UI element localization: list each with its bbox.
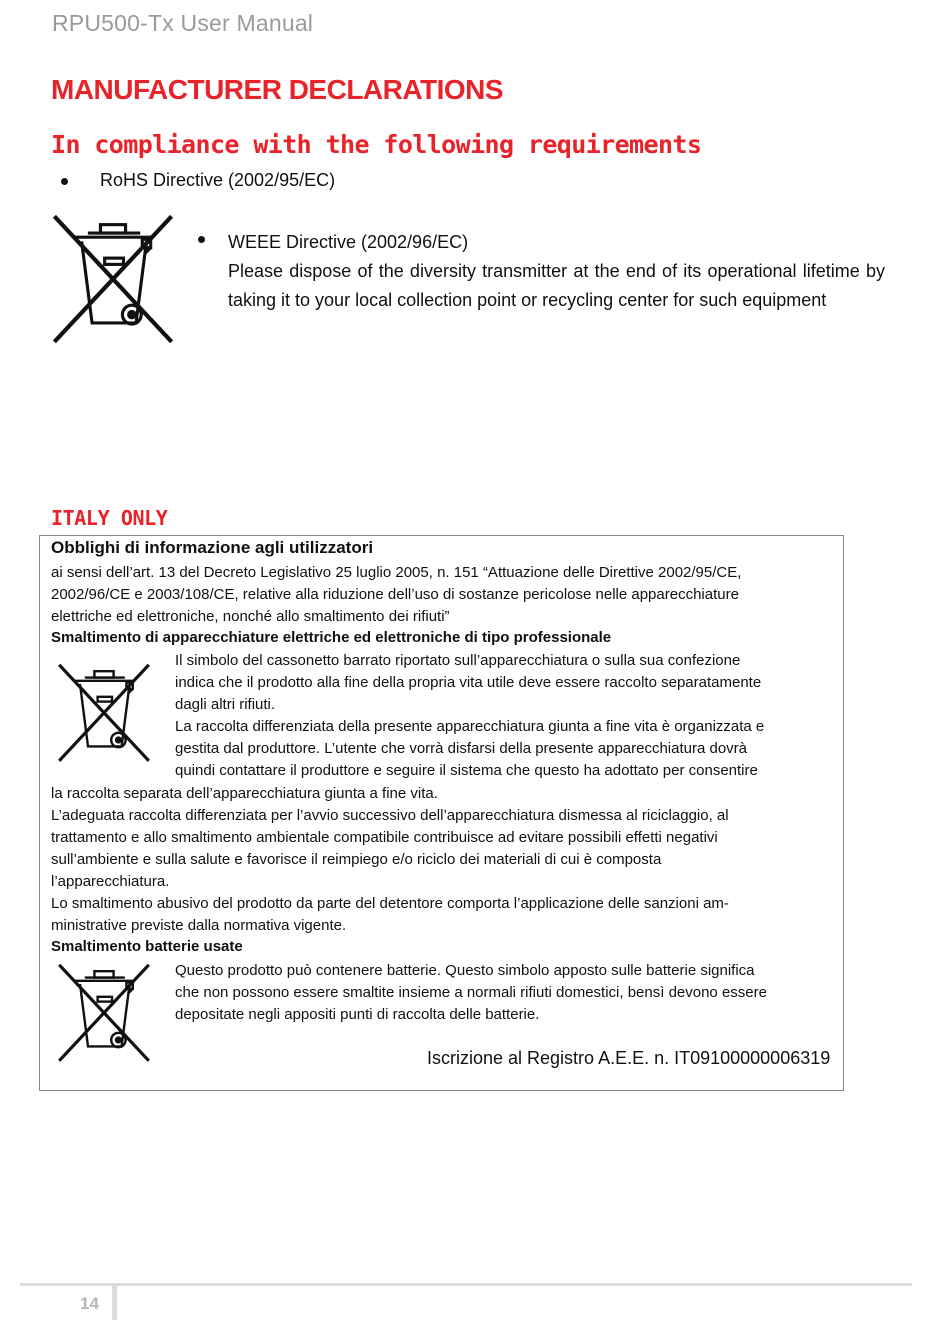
text-line: depositate negli appositi punti di raccolta delle batterie. (175, 1006, 540, 1023)
text-line: ministrative previste dalla normativa vigente. (51, 917, 347, 934)
section1-title: Smaltimento di apparecchiature elettriche ed elettroniche di tipo professionale (51, 629, 612, 646)
text-line: Lo smaltimento abusivo del prodotto da parte del detentore comporta l’applicazione delle sanzioni am- (51, 895, 729, 912)
box-title: Obblighi di informazione agli utilizzatori (51, 538, 374, 557)
footer-divider (112, 1286, 117, 1320)
text-line: trattamento e allo smaltimento ambientale compatibile contribuisce ad evitare possibili effetti negativi (51, 829, 718, 846)
rohs-directive: RoHS Directive (2002/95/EC) (100, 170, 336, 190)
weee-crossed-bin-icon (56, 660, 152, 764)
section1-indented-text (175, 650, 764, 782)
text-line: quindi contattare il produttore e seguire il sistema che questo ha adottato per consentire (175, 762, 758, 779)
footer-rule (20, 1283, 912, 1286)
running-header: RPU500-Tx User Manual (52, 10, 314, 36)
text-line: Il simbolo del cassonetto barrato riportato sull’apparecchiatura o sulla sua confezione (175, 652, 741, 669)
text-line: dagli altri rifiuti. (175, 696, 276, 713)
italy-only-heading: ITALY ONLY (51, 506, 168, 530)
section2-text (175, 960, 767, 1026)
page-title: MANUFACTURER DECLARATIONS (51, 74, 504, 105)
bullet-icon (61, 178, 68, 185)
section-subtitle: In compliance with the following requirements (51, 130, 702, 159)
text-line: indica che il prodotto alla fine della propria vita utile deve essere raccolto separatamente (175, 674, 762, 691)
weee-disposal-text: Please dispose of the diversity transmitter at the end of its operational lifetime by taking it to your local collection point or recycling center for such equipment (228, 261, 885, 310)
intro-text (51, 562, 741, 628)
text-line: che non possono essere smaltite insieme a normali rifiuti domestici, bensì devono essere (175, 984, 767, 1001)
weee-crossed-bin-icon (56, 960, 152, 1064)
text-line: sull’ambiente e sulla salute e favorisce il reimpiego e/o riciclo dei materiali di cui è composta (51, 851, 662, 868)
text-line: L’adeguata raccolta differenziata per l’avvio successivo dell’apparecchiatura dismessa al riciclaggio, al (51, 807, 729, 824)
text-line: la raccolta separata dell’apparecchiatura giunta a fine vita. (51, 785, 438, 802)
section2-title: Smaltimento batterie usate (51, 938, 243, 955)
text-line: Questo prodotto può contenere batterie. Questo simbolo apposto sulle batterie significa (175, 962, 755, 979)
intro-line: ai sensi dell’art. 13 del Decreto Legislativo 25 luglio 2005, n. 151 “Attuazione delle Direttive 2002/95/CE, (51, 564, 742, 581)
intro-line: 2002/96/CE e 2003/108/CE, relative alla riduzione dell’uso di sostanze pericolose nelle apparecchiature (51, 586, 739, 603)
text-line: La raccolta differenziata della presente apparecchiatura giunta a fine vita è organizzata e (175, 718, 765, 735)
weee-block (228, 228, 885, 315)
registry-number: Iscrizione al Registro A.E.E. n. IT09100000006319 (427, 1048, 831, 1068)
text-line: l’apparecchiatura. (51, 873, 170, 890)
text-line: gestita dal produttore. L’utente che vorrà disfarsi della presente apparecchiatura dovrà (175, 740, 748, 757)
weee-directive: WEEE Directive (2002/96/EC) (228, 232, 469, 252)
weee-crossed-bin-icon (50, 210, 176, 346)
bullet-icon (198, 236, 205, 243)
intro-line: elettriche ed elettroniche, nonché allo smaltimento dei rifiuti” (51, 608, 450, 625)
page-number: 14 (80, 1294, 99, 1313)
section1-full-text (51, 783, 729, 937)
